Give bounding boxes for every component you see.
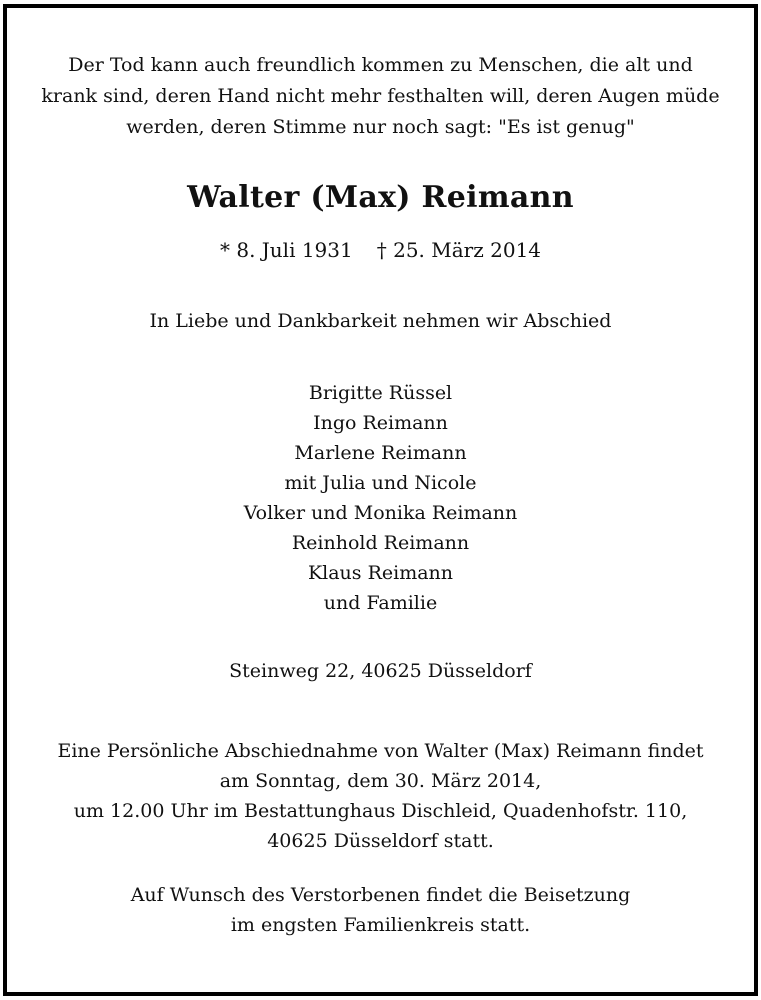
viewing-line-3: um 12.00 Uhr im Bestattunghaus Dischleid, Quadenhofstr. 110, — [73, 800, 688, 822]
burial-line-1: Auf Wunsch des Verstorbenen findet die Beisetzung — [130, 884, 631, 906]
deceased-name: Walter (Max) Reimann — [187, 180, 574, 215]
mourner-1: Brigitte Rüssel — [308, 382, 453, 404]
quote-line-3: werden, deren Stimme nur noch sagt: "Es ist genug" — [126, 116, 635, 138]
viewing-line-4: 40625 Düsseldorf statt. — [267, 830, 494, 852]
obituary-notice — [3, 4, 758, 996]
mourner-6: Reinhold Reimann — [291, 532, 470, 554]
viewing-line-2: am Sonntag, dem 30. März 2014, — [219, 770, 542, 792]
mourner-5: Volker und Monika Reimann — [243, 502, 518, 524]
mourner-8: und Familie — [323, 592, 438, 614]
quote-line-1: Der Tod kann auch freundlich kommen zu Menschen, die alt und — [68, 54, 693, 76]
life-dates — [7, 238, 754, 262]
burial-line-2: im engsten Familienkreis statt. — [230, 914, 531, 936]
death-date: † 25. März 2014 — [376, 238, 542, 262]
mourner-3: Marlene Reimann — [294, 442, 467, 464]
quote-line-2: krank sind, deren Hand nicht mehr festhalten will, deren Augen müde — [41, 85, 720, 107]
mourner-2: Ingo Reimann — [313, 412, 448, 434]
farewell-line: In Liebe und Dankbarkeit nehmen wir Abschied — [149, 310, 612, 332]
birth-date: * 8. Juli 1931 — [219, 238, 353, 262]
address-line: Steinweg 22, 40625 Düsseldorf — [229, 660, 532, 682]
mourner-7: Klaus Reimann — [307, 562, 454, 584]
viewing-line-1: Eine Persönliche Abschiednahme von Walter (Max) Reimann findet — [57, 740, 704, 762]
mourner-4: mit Julia und Nicole — [284, 472, 477, 494]
